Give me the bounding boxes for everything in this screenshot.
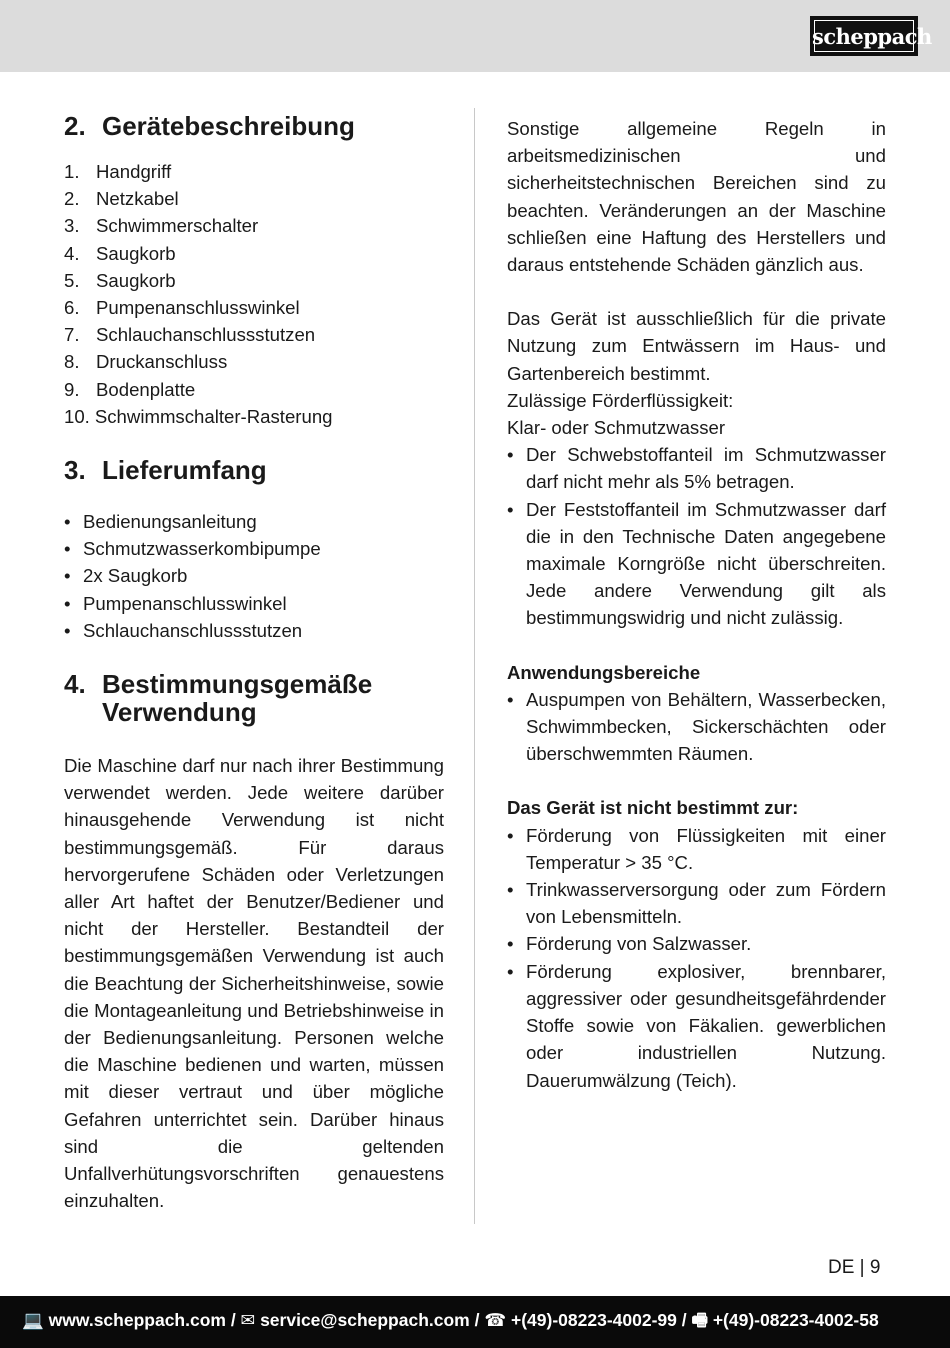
page-header [0,0,950,72]
list-item: • Förderung von Flüssigkeiten mit einer Temperatur > 35 °C. [507,824,886,873]
list-item: 2. Netzkabel [64,188,179,210]
list-item: • Schlauchanschlussstutzen [64,619,303,641]
list-item: 8. Druckanschluss [64,351,228,373]
list-item: 3. Schwimmerschalter [64,215,259,237]
list-item: 10. Schwimmschalter-Rasterung [64,405,333,427]
list-item: • Auspumpen von Behältern, Wasserbecken, Schwimmbecken, Sickerschächten oder überschwemmten Räumen. [507,688,886,765]
list-item: 1. Handgriff [64,161,172,182]
section-number: 4. [64,669,86,700]
section-4-heading [64,670,444,726]
list-item: • Bedienungsanleitung [64,511,257,533]
left-column [64,112,444,1215]
list-item: 4. Saugkorb [64,242,176,264]
fluid-label: Zulässige Förderflüssigkeit: [507,389,734,411]
delivery-list [64,508,444,644]
private-use-paragraph: Das Gerät ist ausschließlich für die private Nutzung zum Entwässern im Haus- und Gartenbereich bestimmt. [507,308,886,384]
list-item: • Trinkwasserversorgung oder zum Fördern von Lebensmitteln. [507,879,886,928]
not-intended-heading: Das Gerät ist nicht bestimmt zur: [507,797,799,819]
scheppach-logo: scheppach [810,16,918,56]
list-item: 7. Schlauchanschlussstutzen [64,324,316,346]
list-item: 9. Bodenplatte [64,378,196,400]
list-item: • Förderung explosiver, brennbarer, aggressiver oder gesundheitsgefährdender Stoffe sowie von Fäkalien. gewerblichen oder industriellen Nutzung. Dauerumwälzung (Teich). [507,960,886,1091]
page-number: DE | 9 [828,1257,881,1278]
list-item: • Schmutzwasserkombipumpe [64,538,321,560]
parts-list [64,158,444,430]
section-title: Gerätebeschreibung [102,111,355,141]
list-item: • Der Schwebstoffanteil im Schmutzwasser darf nicht mehr als 5% betragen. [507,444,886,493]
section-title: Bestimmungsgemäße Verwendung [102,669,373,728]
not-intended-bullets [507,822,886,1094]
section-title: Lieferumfang [102,455,267,486]
contact-footer: 💻 www.scheppach.com / ✉ service@scheppach.com / ☎ +(49)-08223-4002-99 / 🖷 +(49)-08223-4002-58 [0,1296,950,1348]
list-item: 5. Saugkorb [64,269,176,291]
right-column [507,115,886,1094]
applications-heading: Anwendungsbereiche [507,661,701,683]
intended-use-paragraph: Die Maschine darf nur nach ihrer Bestimmung verwendet werden. Jede weitere darüber hinausgehende Verwendung ist nicht bestimmungsgemäß. Für daraus hervorgerufene Schäden oder Verletzungen aller Art haftet der Benutzer/Bediener und nicht der Hersteller. Bestandteil der bestimmungsgemäßen Verwendung ist auch die Beachtung der Sicherheitshinweise, sowie die Montageanleitung und Betriebshinweise in der Bedienungsanleitung. Personen welche die Maschine bedienen und warten, müssen mit dieser vertraut und über mögliche Gefahren unterrichtet sein. Darüber hinaus sind die geltenden Unfallverhütungsvorschriften genauestens einzuhalten. [64,755,444,1212]
section-number: 2. [64,111,86,141]
list-item: • Förderung von Salzwasser. [507,933,752,955]
list-item: • Der Feststoffanteil im Schmutzwasser darf die in den Technische Daten angegebene maximale Korngröße nicht überschreiten. Jede andere Verwendung gilt als bestimmungswidrig und nicht zulässig. [507,498,886,629]
general-rules-paragraph: Sonstige allgemeine Regeln in arbeitsmedizinischen und sicherheitstechnischen Bereichen sind zu beachten. Veränderungen an der Maschine schließen eine Haftung des Herstellers und daraus entstehende Schäden gänzlich aus. [507,118,886,276]
fluid-bullets [507,441,886,631]
list-item: • Pumpenanschlusswinkel [64,592,287,614]
section-2-heading [64,112,444,140]
section-3-heading [64,456,444,484]
section-number: 3. [64,455,86,486]
fluid-value: Klar- oder Schmutzwasser [507,417,726,439]
column-divider [474,108,475,1224]
list-item: 6. Pumpenanschlusswinkel [64,297,300,319]
list-item: • 2x Saugkorb [64,565,188,587]
applications-bullets [507,686,886,768]
